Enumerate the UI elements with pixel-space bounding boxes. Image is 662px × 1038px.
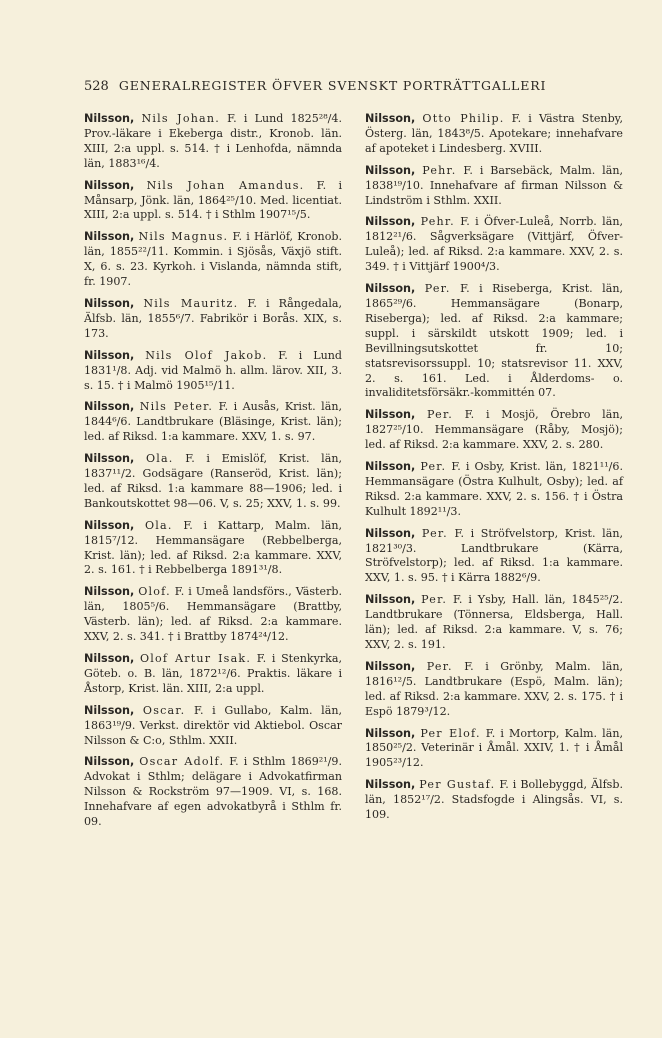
entry-given-name: Per Elof. — [420, 726, 481, 740]
entry-given-name: Ola. — [145, 452, 174, 466]
entry-text: F. i Gullabo, Kalm. län, 1863¹⁹/9. Verkst. direktör vid Aktiebol. Oscar Nilsson & C:o, Sthlm. XXII. — [84, 703, 342, 747]
entry-surname: Nilsson, — [84, 518, 135, 532]
entry-surname: Nilsson, — [365, 726, 416, 740]
entry-text: F. i Härlöf, Kronob. län, 1855²²/11. Kommin. i Sjösås, Växjö stift. X, 6. s. 23. Kyrkoh. i Vislanda, nämnda stift, fr. 1907. — [84, 230, 343, 289]
page-title: GENERALREGISTER ÖFVER SVENSKT PORTRÄTTGALLERI — [118, 78, 547, 93]
entry-text: F. i Osby, Krist. län, 1821¹¹/6. Hemmansägare (Östra Kulhult, Osby); led. af Riksd. 2:a kammare. XXV, 2. s. 156. † i Östra Kulhult 1892¹¹/3. — [365, 460, 623, 518]
entry-surname: Nilsson, — [84, 703, 135, 717]
register-entry — [84, 652, 342, 697]
entry-text: F. i Barsebäck, Malm. län, 1838¹⁹/10. Innehafvare af firman Nilsson & Lindström i Sthlm. XXII. — [365, 163, 624, 207]
page-number: 528 — [84, 79, 109, 94]
register-entry — [84, 297, 342, 342]
entry-surname: Nilsson, — [84, 652, 135, 665]
entry-given-name: Per. — [421, 526, 448, 540]
entry-given-name: Per. — [421, 593, 448, 607]
entry-surname: Nilsson, — [365, 408, 416, 422]
entry-given-name: Nils Magnus. — [138, 230, 229, 244]
register-entry — [365, 215, 623, 275]
entry-surname: Nilsson, — [84, 348, 135, 362]
entry-text: F. i Bollebyggd, Älfsb. län, 1852¹⁷/2. Stadsfogde i Alingsås. VI, s. 109. — [365, 778, 624, 822]
entry-text: F. i Ysby, Hall. län, 1845²⁵/2. Landtbrukare (Tönnersa, Eldsberga, Hall. län); led. af Riksd. 2:a kammare. V, s. 76; XXV, 2. s. 191. — [365, 593, 623, 651]
entry-given-name: Per. — [427, 408, 453, 422]
entry-given-name: Per. — [426, 659, 453, 673]
entry-text: F. i Västra Stenby, Österg. län, 1843⁸/5. Apotekare; innehafvare af apoteket i Lindesberg. XVIII. — [365, 112, 623, 155]
entry-surname: Nilsson, — [365, 215, 416, 229]
left-column — [84, 112, 342, 837]
entry-given-name: Otto Philip. — [422, 112, 505, 125]
entry-surname: Nilsson, — [84, 112, 135, 125]
entry-given-name: Olof. — [138, 585, 171, 599]
entry-given-name: Oscar. — [142, 703, 186, 717]
register-entry — [365, 778, 623, 823]
right-column — [365, 112, 623, 830]
register-entry — [84, 585, 342, 645]
register-entry — [84, 704, 342, 749]
entry-surname: Nilsson, — [84, 296, 135, 310]
entry-surname: Nilsson, — [84, 400, 135, 414]
entry-surname: Nilsson, — [84, 230, 135, 244]
entry-given-name: Nils Peter. — [139, 400, 214, 414]
entry-given-name: Olof Artur Isak. — [139, 652, 252, 665]
entry-given-name: Nils Mauritz. — [143, 296, 239, 310]
entry-text: F. i Stenkyrka, Göteb. o. B. län, 1872¹²/6. Praktis. läkare i Åstorp, Krist. län. XIII, 2:a uppl. — [84, 652, 343, 695]
entry-given-name: Oscar Adolf. — [139, 755, 225, 769]
register-entry — [84, 400, 342, 445]
entry-text: F. i Kattarp, Malm. län, 1815⁷/12. Hemmansägare (Rebbelberga, Krist. län); led. af Riksd. 2:a kammare. XXV, 2. s. 161. † i Rebbelberga 1891³¹/8. — [84, 518, 343, 577]
entry-given-name: Pehr. — [420, 215, 455, 229]
entry-given-name: Pehr. — [422, 163, 457, 177]
entry-surname: Nilsson, — [365, 460, 416, 474]
register-entry — [365, 408, 623, 453]
entry-surname: Nilsson, — [365, 526, 416, 540]
register-entry — [365, 660, 623, 720]
register-entry — [365, 112, 623, 157]
entry-surname: Nilsson, — [84, 755, 135, 769]
entry-text: F. i Sthlm 1869²¹/9. Advokat i Sthlm; delägare i Advokatfirman Nilsson & Rockström 97—1909. VI, s. 168. Innehafvare af egen advokatbyrå i Sthlm fr. 09. — [84, 755, 342, 829]
register-entry — [365, 593, 623, 653]
entry-text: F. i Rångedala, Älfsb. län, 1855⁶/7. Fabrikör i Borås. XIX, s. 173. — [84, 296, 343, 340]
entry-text: F. i Lund 1831¹/8. Adj. vid Malmö h. allm. lärov. XII, 3. s. 15. † i Malmö 1905¹⁵/11. — [84, 348, 342, 392]
entry-text: F. i Mosjö, Örebro län, 1827²⁵/10. Hemmansägare (Råby, Mosjö); led. af Riksd. 2:a kammare. XXV, 2. s. 280. — [365, 408, 623, 452]
register-entry — [84, 349, 342, 394]
entry-given-name: Ola. — [145, 518, 173, 532]
entry-surname: Nilsson, — [365, 659, 416, 673]
register-entry — [84, 755, 342, 830]
entry-text: F. i Umeå landsförs., Västerb. län, 1805⁵/6. Hemmansägare (Brattby, Västerb. län); led. af Riksd. 2:a kammare. XXV, 2. s. 341. † i Brattby 1874²⁴/12. — [84, 585, 342, 644]
entry-surname: Nilsson, — [365, 112, 416, 125]
register-entry — [365, 727, 623, 772]
entry-surname: Nilsson, — [84, 178, 135, 192]
register-entry — [84, 452, 342, 512]
register-entry — [84, 519, 342, 579]
entry-surname: Nilsson, — [365, 778, 416, 792]
entry-text: F. i Grönby, Malm. län, 1816¹²/5. Landtbrukare (Espö, Malm. län); led. af Riksd. 2:a kammare. XXV, 2. s. 175. † i Espö 1879³/12. — [365, 659, 624, 718]
register-entry — [84, 230, 342, 290]
entry-surname: Nilsson, — [84, 452, 135, 466]
entry-text: F. i Ströfvelstorp, Krist. län, 1821³⁰/3. Landtbrukare (Kärra, Ströfvelstorp); led. af Riksd. 1:a kammare. XXV, 1. s. 95. † i Kärra 1882⁶/9. — [365, 526, 624, 585]
register-entry — [365, 460, 623, 520]
entry-given-name: Per. — [424, 282, 451, 296]
register-entry — [84, 179, 342, 224]
entry-given-name: Nils Johan Amandus. — [146, 178, 305, 192]
entry-given-name: Per Gustaf. — [419, 778, 496, 792]
entry-text: F. i Månsarp, Jönk. län, 1864²⁵/10. Med. licentiat. XIII, 2:a uppl. s. 514. † i Sthlm 1907¹⁵/5. — [84, 178, 343, 222]
entry-text: F. i Mortorp, Kalm. län, 1850²⁵/2. Veterinär i Åmål. XXIV, 1. † i Åmål 1905²³/12. — [365, 726, 623, 770]
entry-surname: Nilsson, — [365, 163, 416, 177]
entry-text: F. i Emislöf, Krist. län, 1837¹¹/2. Godsägare (Ranseröd, Krist. län); led. af Riksd. 1:a kammare 88—1906; led. i Bankoutskottet 98—06. V, s. 25; XXV, 1. s. 99. — [84, 452, 342, 510]
entry-given-name: Nils Olof Jakob. — [145, 348, 268, 362]
entry-text: F. i Ausås, Krist. län, 1844⁶/6. Landtbrukare (Bläsinge, Krist. län); led. af Riksd. 1:a kammare. XXV, 1. s. 97. — [84, 400, 342, 444]
entry-given-name: Per. — [420, 460, 447, 474]
entry-surname: Nilsson, — [365, 282, 416, 296]
entry-given-name: Nils Johan. — [141, 112, 220, 125]
register-entry — [365, 164, 623, 209]
entry-surname: Nilsson, — [84, 585, 135, 599]
entry-text: F. i Riseberga, Krist. län, 1865²⁹/6. Hemmansägare (Bonarp, Riseberga); led. af Riksd. 2:a kammare; suppl. i särskildt utskott 1909; led. i Bevillningsutskottet fr. 10; statsrevisorssuppl. 10; statsrevisor 11. XXV, 2. s. 161. Led. i Ålderdoms- o. invaliditetsförsäkr.-kommittén 07. — [365, 282, 623, 400]
entry-text: F. i Lund 1825²⁸/4. Prov.-läkare i Ekeberga distr., Kronob. län. XIII, 2:a uppl. s. 514. † i Lenhofda, nämnda län, 1883¹⁶/4. — [84, 112, 342, 170]
register-entry — [84, 112, 342, 172]
register-entry — [365, 282, 623, 401]
register-entry — [365, 527, 623, 587]
entry-text: F. i Öfver-Luleå, Norrb. län, 1812²¹/6. Sågverksägare (Vittjärf, Öfver-Luleå); led. af Riksd. 2:a kammare. XXV, 2. s. 349. † i Vittjärf 1900⁴/3. — [365, 215, 624, 274]
page-header — [84, 78, 559, 94]
entry-surname: Nilsson, — [365, 593, 416, 607]
